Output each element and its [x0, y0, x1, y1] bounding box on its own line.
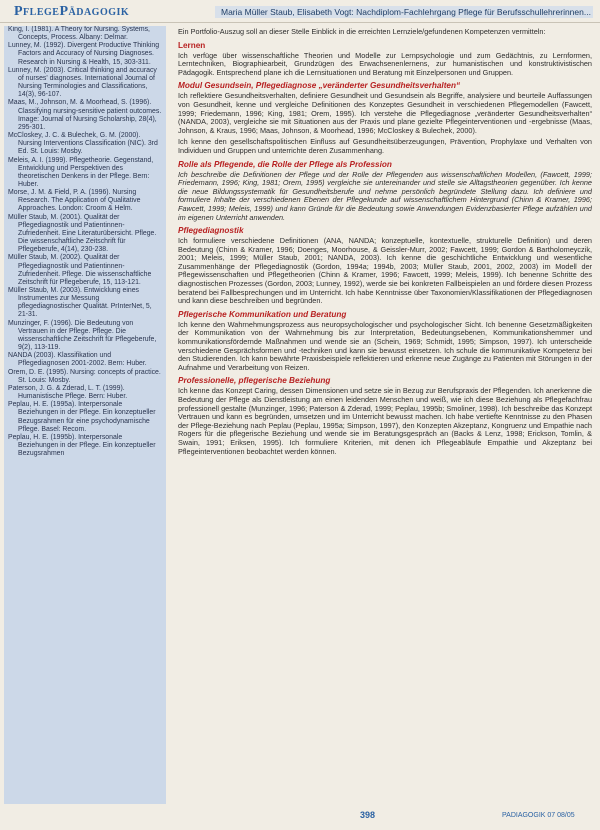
section-paragraph: Ich beschreibe die Definitionen der Pflege und der Rolle der Pflegenden aus wissenschaftlichen Modellen, (Fawcett, 1999; Friedemann, 1996; King, 1981; Orem, 1995) vergleiche sie untereinander und stelle sie Alltagstheorien gegenüber. Ich kenne die neue Bildungssystematik für Gesundheitsberufe und nehme persönlich begründete Stellung dazu. Ich definiere und formuliere Inhalte der verschiedenen Ebenen der Pflegekunde auf wissenschaftlichem Hintergrund (Chinn & Kramer, 1996; Fawcett, 1999; Meleis, 1999) und kann Gründe für die Bedeutung sowie Anwendungen Evidenzbasierter Pflege aufzählen und im eigenen Unterricht anwenden. — [178, 169, 592, 222]
section-heading: Professionelle, pflegerische Beziehung — [178, 376, 331, 386]
running-title: Maria Müller Staub, Elisabeth Vogt: Nachdiplom-Fachlehrgang Pflege für Berufsschullehrerinnen... — [215, 6, 593, 18]
reference-entry: King, I. (1981). A Theory for Nursing. Systems, Concepts, Process. Albany: Delmar. — [8, 26, 150, 42]
reference-entry: Paterson, J. G. & Zderad, L. T. (1999). Humanistische Pflege. Bern: Huber. — [8, 384, 128, 401]
reference-entry: Morse, J. M. & Field, P. A. (1996). Nursing Research. The Application of Qualitative Approaches. London: Croom & Helm. — [8, 189, 141, 213]
reference-entry: Lunney, M. (1992). Divergent Productive Thinking Factors and Accuracy of Nursing Diagnoses. Research in Nursing & Health, 15, 303-311. — [8, 42, 160, 66]
section-heading: Pflegerische Kommunikation und Beratung — [178, 309, 347, 319]
section-paragraph: Ich formuliere verschiedene Definitionen (ANA, NANDA; konzeptuelle, kontextuelle, strukturelle Definition) und deren Bedeutung (Chinn & Kramer, 1996; Doenges, Moorhouse, & Geissler-Murr, 2002; Fawcett, 1999; Gordon & Bartholomeyczik, 2001; Meleis, 1999; Müller Staub, 2001; NANDA, 2003). Ich kenne die geschichtliche Entwicklung und wesentliche Zusammenhänge der Pflegediagnostik (Gordon, 1994a; 1994b, 2003; Müller Staub, 2001, 2002, 2003) im Modell der Pflegewissenschaften und Pflegetheorien (Chinn & Kramer, 1996; Fawcett, 1999; Meleis, 1999). Ich benenne Schritte des diagnostischen Prozesses (Gordon, 2003; Lunney, 1992), werde sie bei konkreten Fallbeispielen an und fördere diesen Prozess beratend bei Fallbesprechungen und im Unterricht. Ich habe Kenntnisse über Taxonomien/Klassifikationen der Pflegediagnosen und kann diese beschreiben und begründen. — [178, 236, 592, 306]
section-heading: Modul Gesundsein, Pflegediagnose „veränderter Gesundheitsverhalten“ — [178, 81, 461, 91]
reference-entry: Müller Staub, M. (2001). Qualität der Pflegediagnostik und Patientinnen-Zufriedenheit. Eine Literaturübersicht. Pflege. Die wissenschaftliche Zeitschrift für Pflegeberufe, 4(14), 230-238. — [8, 213, 157, 254]
reference-entry: Lunney, M. (2003). Critical thinking and accuracy of nurses' diagnoses. International Journal of Nursing Terminologies and Classifications, 14(3), 96-107. — [8, 66, 157, 99]
reference-entry: Orem, D. E. (1995). Nursing: concepts of practice. St. Louis: Mosby. — [8, 368, 161, 384]
section-heading: Lernen — [178, 40, 206, 50]
reference-entry: Munzinger, F. (1996). Die Bedeutung von Vertrauen in der Pflege. Pflege. Die wissenschaftliche Zeitschrift für Pflegeberufe, 9(2), 113-119. — [8, 319, 157, 352]
reference-entry: Meleis, A. I. (1999). Pflegetheorie. Gegenstand, Entwicklung und Perspektiven des theoretischen Denkens in der Pflege. Bern: Huber. — [8, 156, 154, 188]
page-number: 398 — [360, 810, 376, 820]
reference-entry: Peplau, H. E. (1995b). Interpersonale Beziehungen in der Pflege. Ein konzeptueller Bezugsrahmen — [8, 433, 156, 458]
main-column — [178, 28, 592, 803]
reference-entry: NANDA (2003). Klassifikation und Pflegediagnosen 2001-2002. Bern: Huber. — [8, 352, 147, 368]
page-footer — [0, 806, 600, 830]
journal-logo: PflegePädagogik — [14, 4, 130, 19]
reference-entry: Müller Staub, M. (2003). Entwicklung eines Instrumentes zur Messung pflegediagnostischer Qualität. PrInterNet, 5, 21-31. — [8, 287, 152, 319]
reference-entry: McCloskey, J. C. & Bulechek, G. M. (2000). Nursing Interventions Classification (NIC). 3rd Ed. St. Louis: Mosby. — [8, 132, 158, 156]
section-paragraph: Ich reflektiere Gesundheitsverhalten, definiere Gesundheit und Gesundsein als Begriffe, analysiere und beurteile Auffassungen von Gesundheit, kenne und vergleiche Definitionen des Konzeptes Gesundheit in verschiedenen Pflegemodellen (Fawcett, 1999; Friedemann, 1996; King, 1981; Orem, 1995). Ich verstehe die Pflegediagnose „veränderter Gesundheitsverhalten“ (NANDA, 2003), vergleiche sie mit Situationen aus der Praxis und plane gezielte Pflegeinterventionen und -ergebnisse (Maas, Johnson, & Kraus, 1996; Maas, Johnson, & Moorhead, 1996; McCloskey & Bulechek, 2000). — [178, 91, 592, 135]
sections-container — [178, 41, 592, 457]
reference-entry: Peplau, H. E. (1995a). Interpersonale Beziehungen in der Pflege. Ein konzeptueller Bezugsrahmen für eine psychodynamische Pflege. Basel: Recom. — [8, 401, 156, 433]
reference-entry: Maas, M., Johnson, M. & Moorhead, S. (1996). Classifying nursing-sensitive patient outcomes. Image: Journal of Nursing Scholarship, 28(4), 295-301. — [8, 99, 162, 131]
issue-label: PADIAGOGIK 07 08/05 — [502, 812, 575, 819]
references-column — [4, 26, 166, 804]
intro-text: Ein Portfolio-Auszug soll an dieser Stelle Einblick in die erreichten Lernziele/gefundenen Kompetenzen vermitteln: — [178, 28, 546, 36]
section-heading: Pflegediagnostik — [178, 226, 244, 236]
section-paragraph: Ich verfüge über wissenschaftliche Theorien und Modelle zur Lernpsychologie und zum Gedächtnis, zu Lernformen, Lerntechniken, Biographiearbeit, Grundzügen des Erwachsenenlernens, zur humanistischen und konstruktivistischen Pädagogik. Entsprechend plane ich die Lernsituationen und Beratung mit Einzelpersonen und Gruppen. — [178, 50, 592, 77]
section-paragraph: Ich kenne den Wahrnehmungsprozess aus neuropsychologischer und psychologischer Sicht. Ich benenne Gesetzmäßigkeiten der Kommunikation von der Wahrnehmung bis zur Interpretation, Bedeutungsebenen, Kommunikationshemmer und kommunikationsfördernde Maßnahmen und wende sie an (Schein, 1969; Schmidt, 1995; Simpson, 1997). Ich unterscheide verschiedene Gesprächsformen und -techniken und kann sie bewusst einsetzen. Ich schule die kommunikative Kompetenz bei den Studierenden. Ich kann bewährte Praxisbeispiele reflektieren und erkenne neue Zugänge zu Patienten mit Störungen in der Aufnahme und Verarbeitung von Reizen. — [178, 319, 592, 372]
section-heading: Rolle als Pflegende, die Rolle der Pflege als Profession — [178, 159, 392, 169]
reference-entry: Müller Staub, M. (2002). Qualität der Pflegediagnostik und Patientinnen-Zufriedenheit. Pflege. Die wissenschaftliche Zeitschrift für Pflegeberufe, 15, 113-121. — [8, 254, 152, 286]
page-header — [0, 0, 600, 23]
section-paragraph: Ich kenne den gesellschaftspolitischen Einfluss auf Gesundheitsüberzeugungen, Prävention, Prophylaxe und Verhalten von Individuen und Gruppen und unterrichte deren Zusammenhang. — [178, 137, 592, 155]
section-paragraph: Ich kenne das Konzept Caring, dessen Dimensionen und setze sie in Bezug zur Berufspraxis der Pflegenden. Ich anerkenne die Bedeutung der Pflege als Dienstleistung am einen leidenden Menschen und weiß, wie ich diese Beziehung als Pflegefachfrau professionell gestalte (Munzinger, 1996; Paterson & Zderad, 1999; Peplau, 1995b; Smoliner, 1998). Ich beschreibe das Konzept Vertrauen und kann es begründen, umsetzen und im Unterricht bewusst machen. Ich habe vertiefte Kenntnisse zu den Phasen der Pflege-Beziehung nach Peplau (Peplau, 1995a; Simpson, 1997), den Konzepten Akzeptanz, Kongruenz und Empathie nach Rogers für die pflegerische Beziehung und wende sie im Beratungsgespräch an (Backs & Lenz, 1998; Erickson, Tomlin, & Swain, 1991; Eriksen, 1995). Ich formuliere Kriterien, mit denen ich Pflegeabläufe Empathie und Akzeptanz bei Pflegeinterventionen beobachtet werden können. — [178, 386, 592, 456]
